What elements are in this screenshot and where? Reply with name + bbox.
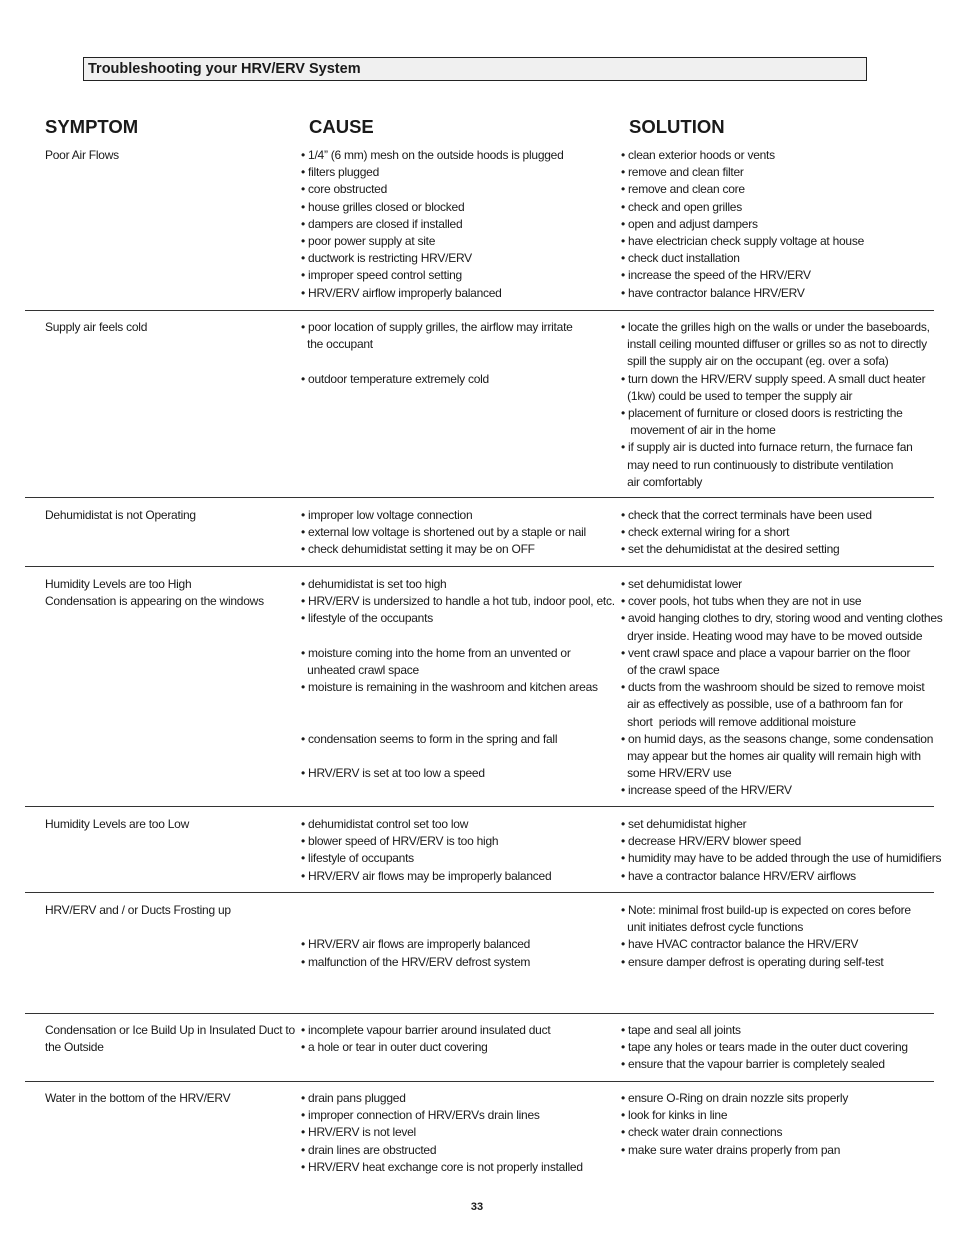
solution-line: • increase the speed of the HRV/ERV <box>621 268 811 283</box>
solution-line: unit initiates defrost cycle functions <box>621 920 804 935</box>
cause-line: • house grilles closed or blocked <box>301 199 465 214</box>
cause-line: • poor power supply at site <box>301 233 436 248</box>
cause-cell <box>301 1090 611 1176</box>
cause-line: • a hole or tear in outer duct covering <box>301 1040 488 1055</box>
cause-line: • condensation seems to form in the spring and fall <box>301 731 558 746</box>
solution-cell <box>621 147 921 302</box>
row-divider <box>25 566 934 567</box>
cause-line: • drain pans plugged <box>301 1091 406 1105</box>
table-row <box>25 319 934 498</box>
cause-line: • HRV/ERV airflow improperly balanced <box>301 285 502 300</box>
solution-line: • Note: minimal frost build-up is expected on cores before <box>621 903 911 917</box>
cause-line: • HRV/ERV is undersized to handle a hot tub, indoor pool, etc. <box>301 594 615 609</box>
solution-line: • check duct installation <box>621 251 740 266</box>
solution-line: some HRV/ERV use <box>621 766 732 781</box>
solution-cell <box>621 576 943 799</box>
solution-cell <box>621 902 921 971</box>
solution-line: may need to run continuously to distribute ventilation <box>621 457 894 472</box>
cause-line: • malfunction of the HRV/ERV defrost system <box>301 954 531 969</box>
solution-line: • remove and clean filter <box>621 165 744 180</box>
symptom-cell <box>45 507 300 524</box>
row-divider <box>25 806 934 807</box>
solution-line: • check and open grilles <box>621 199 742 214</box>
solution-line: of the crawl space <box>621 662 720 677</box>
solution-line: • humidity may have to be added through the use of humidifiers <box>621 851 942 866</box>
solution-line: • check external wiring for a short <box>621 525 790 540</box>
solution-line: • look for kinks in line <box>621 1108 728 1123</box>
cause-line <box>301 696 611 713</box>
cause-line: • HRV/ERV heat exchange core is not properly installed <box>301 1159 583 1174</box>
cause-line: • HRV/ERV is not level <box>301 1125 416 1140</box>
table-row <box>25 1022 934 1082</box>
cause-line: • lifestyle of occupants <box>301 851 414 866</box>
cause-line: • dampers are closed if installed <box>301 216 463 231</box>
cause-line: • improper low voltage connection <box>301 508 473 522</box>
solution-line: • ensure O-Ring on drain nozzle sits properly <box>621 1091 849 1105</box>
symptom-cell <box>45 147 300 164</box>
cause-line: • blower speed of HRV/ERV is too high <box>301 834 499 849</box>
page-title: Troubleshooting your HRV/ERV System <box>83 57 867 81</box>
cause-line: • improper connection of HRV/ERVs drain lines <box>301 1108 540 1123</box>
symptom-cell <box>45 1090 300 1107</box>
solution-line: short periods will remove additional moisture <box>621 714 856 729</box>
symptom-cell <box>45 816 300 833</box>
solution-line: • tape any holes or tears made in the outer duct covering <box>621 1040 908 1055</box>
solution-line: • have HVAC contractor balance the HRV/ERV <box>621 937 859 952</box>
cause-line: • ductwork is restricting HRV/ERV <box>301 251 472 266</box>
cause-line <box>301 748 611 765</box>
solution-line: • have a contractor balance HRV/ERV airflows <box>621 868 856 883</box>
solution-line: • cover pools, hot tubs when they are not in use <box>621 594 862 609</box>
cause-line: • 1/4” (6 mm) mesh on the outside hoods is plugged <box>301 148 564 162</box>
page-number: 33 <box>470 1201 484 1213</box>
cause-line: • dehumidistat is set too high <box>301 577 447 591</box>
cause-line: • moisture is remaining in the washroom and kitchen areas <box>301 680 598 695</box>
cause-line <box>301 628 611 645</box>
solution-line: • set the dehumidistat at the desired setting <box>621 542 840 557</box>
cause-line: • HRV/ERV air flows are improperly balanced <box>301 937 531 952</box>
table-row <box>25 816 942 893</box>
solution-line: • clean exterior hoods or vents <box>621 148 775 162</box>
table-row <box>25 902 934 1014</box>
table-row <box>25 147 934 311</box>
symptom-cell <box>45 576 300 610</box>
solution-line: • remove and clean core <box>621 182 745 197</box>
table-row <box>25 507 934 567</box>
symptom-line: Poor Air Flows <box>45 148 119 162</box>
cause-line <box>301 714 611 731</box>
solution-line: • placement of furniture or closed doors is restricting the <box>621 405 903 420</box>
symptom-cell <box>45 1022 300 1056</box>
row-divider <box>25 1081 934 1082</box>
solution-line: movement of air in the home <box>621 423 776 438</box>
cause-line: • HRV/ERV is set at too low a speed <box>301 766 485 781</box>
solution-line: • ensure that the vapour barrier is completely sealed <box>621 1057 885 1072</box>
row-divider <box>25 892 934 893</box>
solution-line: • increase speed of the HRV/ERV <box>621 783 792 798</box>
solution-line: • ducts from the washroom should be sized to remove moist <box>621 680 925 695</box>
symptom-line: the Outside <box>45 1040 104 1055</box>
cause-cell <box>301 902 611 971</box>
solution-line: air comfortably <box>621 474 703 489</box>
solution-line: • make sure water drains properly from pan <box>621 1142 841 1157</box>
row-divider <box>25 1013 934 1014</box>
row-divider <box>25 310 934 311</box>
solution-cell <box>621 319 930 491</box>
cause-cell <box>301 319 611 388</box>
cause-cell <box>301 1022 611 1056</box>
symptom-header: SYMPTOM <box>45 116 139 137</box>
solution-line: • ensure damper defrost is operating during self-test <box>621 954 884 969</box>
solution-cell <box>621 507 921 559</box>
symptom-line: HRV/ERV and / or Ducts Frosting up <box>45 903 231 917</box>
solution-line: • set dehumidistat higher <box>621 817 747 831</box>
symptom-line: Condensation or Ice Build Up in Insulated Duct to <box>45 1023 295 1037</box>
solution-line: • vent crawl space and place a vapour barrier on the floor <box>621 645 911 660</box>
table-row <box>25 1090 934 1190</box>
cause-cell <box>301 576 615 782</box>
solution-cell <box>621 816 942 885</box>
cause-line: • incomplete vapour barrier around insulated duct <box>301 1023 551 1037</box>
cause-line: • dehumidistat control set too low <box>301 817 469 831</box>
solution-line: install ceiling mounted diffuser or grilles so as not to directly <box>621 337 927 352</box>
cause-cell <box>301 816 611 885</box>
cause-line: • core obstructed <box>301 182 387 197</box>
solution-line: • check water drain connections <box>621 1125 783 1140</box>
solution-line: • check that the correct terminals have been used <box>621 508 872 522</box>
symptom-line: Dehumidistat is not Operating <box>45 508 196 522</box>
solution-line: • locate the grilles high on the walls or under the baseboards, <box>621 320 930 334</box>
cause-cell <box>301 507 611 559</box>
solution-cell <box>621 1022 921 1074</box>
cause-header: CAUSE <box>309 116 374 137</box>
solution-cell <box>621 1090 921 1159</box>
cause-line <box>301 902 611 919</box>
solution-line: • open and adjust dampers <box>621 216 758 231</box>
symptom-line: Humidity Levels are too Low <box>45 817 189 831</box>
solution-line: dryer inside. Heating wood may have to be moved outside <box>621 628 923 643</box>
row-divider <box>25 497 934 498</box>
symptom-cell <box>45 319 300 336</box>
cause-line <box>301 919 611 936</box>
solution-line: • if supply air is ducted into furnace return, the furnace fan <box>621 440 913 455</box>
cause-line: • lifestyle of the occupants <box>301 611 433 626</box>
cause-line: • external low voltage is shortened out by a staple or nail <box>301 525 586 540</box>
solution-line: • on humid days, as the seasons change, some condensation <box>621 731 934 746</box>
symptom-line: Supply air feels cold <box>45 320 148 334</box>
solution-line: • have electrician check supply voltage at house <box>621 233 865 248</box>
solution-line: • have contractor balance HRV/ERV <box>621 285 805 300</box>
solution-line: may appear but the homes air quality will remain high with <box>621 748 921 763</box>
symptom-cell <box>45 902 300 919</box>
cause-cell <box>301 147 611 302</box>
solution-line: • turn down the HRV/ERV supply speed. A small duct heater <box>621 371 926 386</box>
solution-line: air as effectively as possible, use of a bathroom fan for <box>621 697 903 712</box>
solution-line: (1kw) could be used to temper the supply air <box>621 388 853 403</box>
cause-line: • filters plugged <box>301 165 379 180</box>
symptom-line: Water in the bottom of the HRV/ERV <box>45 1091 231 1105</box>
cause-line: • moisture coming into the home from an unvented or <box>301 645 571 660</box>
cause-line: • drain lines are obstructed <box>301 1142 437 1157</box>
solution-line: • tape and seal all joints <box>621 1023 741 1037</box>
solution-line: • decrease HRV/ERV blower speed <box>621 834 802 849</box>
cause-line: the occupant <box>301 337 373 352</box>
cause-line <box>301 353 611 370</box>
cause-line: • poor location of supply grilles, the airflow may irritate <box>301 320 573 334</box>
symptom-line: Condensation is appearing on the windows <box>45 594 264 609</box>
solution-header: SOLUTION <box>629 116 725 137</box>
symptom-line: Humidity Levels are too High <box>45 577 192 591</box>
cause-line: • outdoor temperature extremely cold <box>301 371 489 386</box>
table-row <box>25 576 943 807</box>
cause-line: • check dehumidistat setting it may be on OFF <box>301 542 535 557</box>
cause-line: unheated crawl space <box>301 662 419 677</box>
solution-line: • set dehumidistat lower <box>621 577 742 591</box>
cause-line: • improper speed control setting <box>301 268 462 283</box>
solution-line: • avoid hanging clothes to dry, storing wood and venting clothes <box>621 611 943 626</box>
cause-line: • HRV/ERV air flows may be improperly balanced <box>301 868 552 883</box>
solution-line: spill the supply air on the occupant (eg. over a sofa) <box>621 354 889 369</box>
